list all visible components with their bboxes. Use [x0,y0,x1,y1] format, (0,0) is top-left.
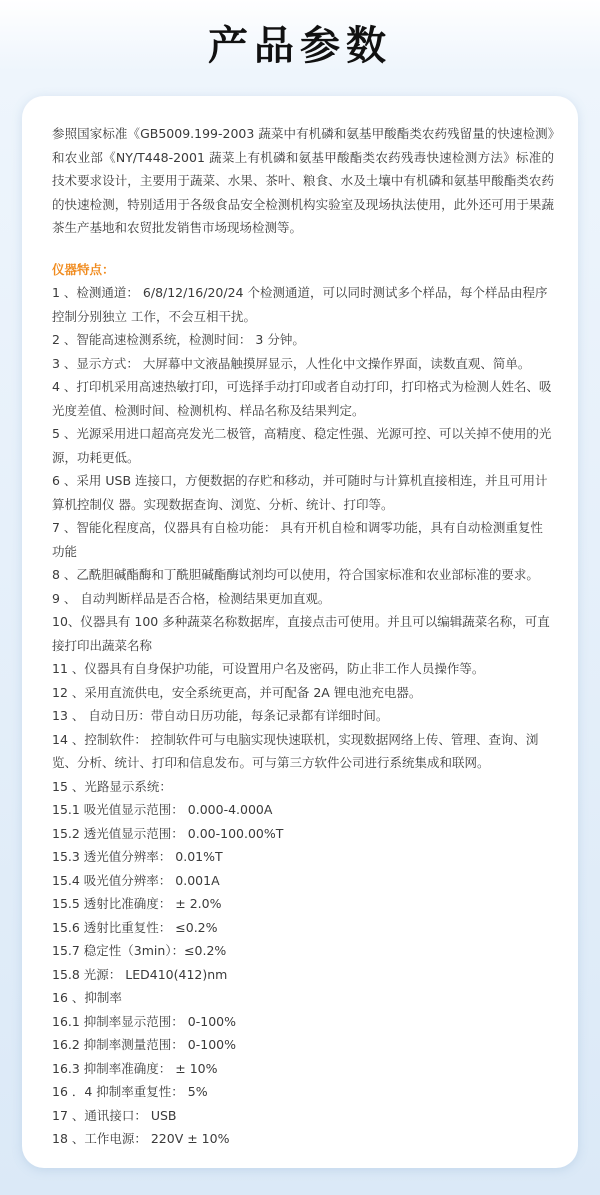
feature-item: 15.2 透光值显示范围： 0.00-100.00%T [52,825,284,841]
feature-item: 15.6 透射比重复性： ≤0.2% [52,919,218,935]
page-title: 产品参数 [208,23,392,69]
features-heading: 仪器特点： [52,261,115,277]
feature-item: 13 、 自动日历：带自动日历功能，每条记录都有详细时间。 [52,708,389,723]
feature-item: 8 、乙酰胆碱酯酶和丁酰胆碱酯酶试剂均可以使用，符合国家标准和农业部标准的要求。 [52,567,539,582]
feature-item: 16 ．4 抑制率重复性： 5% [52,1084,208,1099]
feature-item: 17 、通讯接口： USB [52,1107,177,1123]
feature-item: 15 、光路显示系统： [52,778,172,794]
feature-item: 5 、光源采用进口超高亮发光二极管，高精度、稳定性强、光源可控、可以关掉不使用的光源，功耗更低。 [52,426,552,465]
feature-item: 16 、抑制率 [52,990,122,1005]
feature-item: 15.3 透光值分辨率： 0.01%T [52,849,223,864]
feature-item: 3 、显示方式： 大屏幕中文液晶触摸屏显示，人性化中文操作界面，读数直观、简单。 [52,355,531,371]
feature-item: 15.1 吸光值显示范围： 0.000-4.000A [52,802,273,817]
feature-item: 15.7 稳定性（3min）：≤0.2% [52,943,227,958]
feature-item: 16.1 抑制率显示范围： 0-100% [52,1013,236,1029]
feature-item: 15.4 吸光值分辨率： 0.001A [52,872,220,888]
intro-paragraph: 参照国家标准《GB5009.199-2003 蔬菜中有机磷和氨基甲酸酯类农药残留量的快速检测》和农业部《NY/T448-2001 蔬菜上有机磷和氨基甲酸酯类农药残毒快速检测方法》标准的技术要求设计，主要用于蔬菜、水果、茶叶、粮食、水及土壤中有机磷和氨基甲酸酯类农药的快速检测，特别适用于各级食品安全检测机构实验室及现场执法使用，此外还可用于果蔬茶生产基地和农贸批发销售市场现场检测等。 [52,126,554,235]
feature-item: 11 、仪器具有自身保护功能，可设置用户名及密码，防止非工作人员操作等。 [52,661,485,676]
feature-item: 6 、采用 USB 连接口，方便数据的存贮和移动，并可随时与计算机直接相连，并且可用计算机控制仪 器。实现数据查询、浏览、分析、统计、打印等。 [52,473,548,512]
feature-item: 16.3 抑制率准确度： ± 10% [52,1060,218,1076]
parameters-card [22,96,578,1168]
feature-item: 16.2 抑制率测量范围： 0-100% [52,1037,236,1052]
feature-item: 2 、智能高速检测系统，检测时间： 3 分钟。 [52,332,305,347]
feature-item: 12 、采用直流供电，安全系统更高，并可配备 2A 锂电池充电器。 [52,684,422,700]
feature-item: 7 、智能化程度高，仪器具有自检功能： 具有开机自检和调零功能，具有自动检测重复性功能 [52,520,543,559]
feature-item: 15.5 透射比准确度： ± 2.0% [52,896,222,911]
features-list [52,281,554,1151]
feature-item: 1 、检测通道： 6/8/12/16/20/24 个检测通道，可以同时测试多个样品，每个样品由程序控制分别独立 工作，不会互相干扰。 [52,285,548,324]
feature-item: 14 、控制软件： 控制软件可与电脑实现快速联机，实现数据网络上传、管理、查询、浏览、分析、统计、打印和信息发布。可与第三方软件公司进行系统集成和联网。 [52,731,539,770]
feature-item: 18 、工作电源： 220V ± 10% [52,1131,230,1146]
feature-item: 15.8 光源： LED410(412)nm [52,966,228,982]
feature-item: 4 、打印机采用高速热敏打印，可选择手动打印或者自动打印，打印格式为检测人姓名、吸光度差值、检测时间、检测机构、样品名称及结果判定。 [52,379,552,418]
feature-item: 10、仪器具有 100 多种蔬菜名称数据库，直接点击可使用。并且可以编辑蔬菜名称，可直接打印出蔬菜名称 [52,614,550,653]
feature-item: 9 、 自动判断样品是否合格，检测结果更加直观。 [52,590,331,606]
